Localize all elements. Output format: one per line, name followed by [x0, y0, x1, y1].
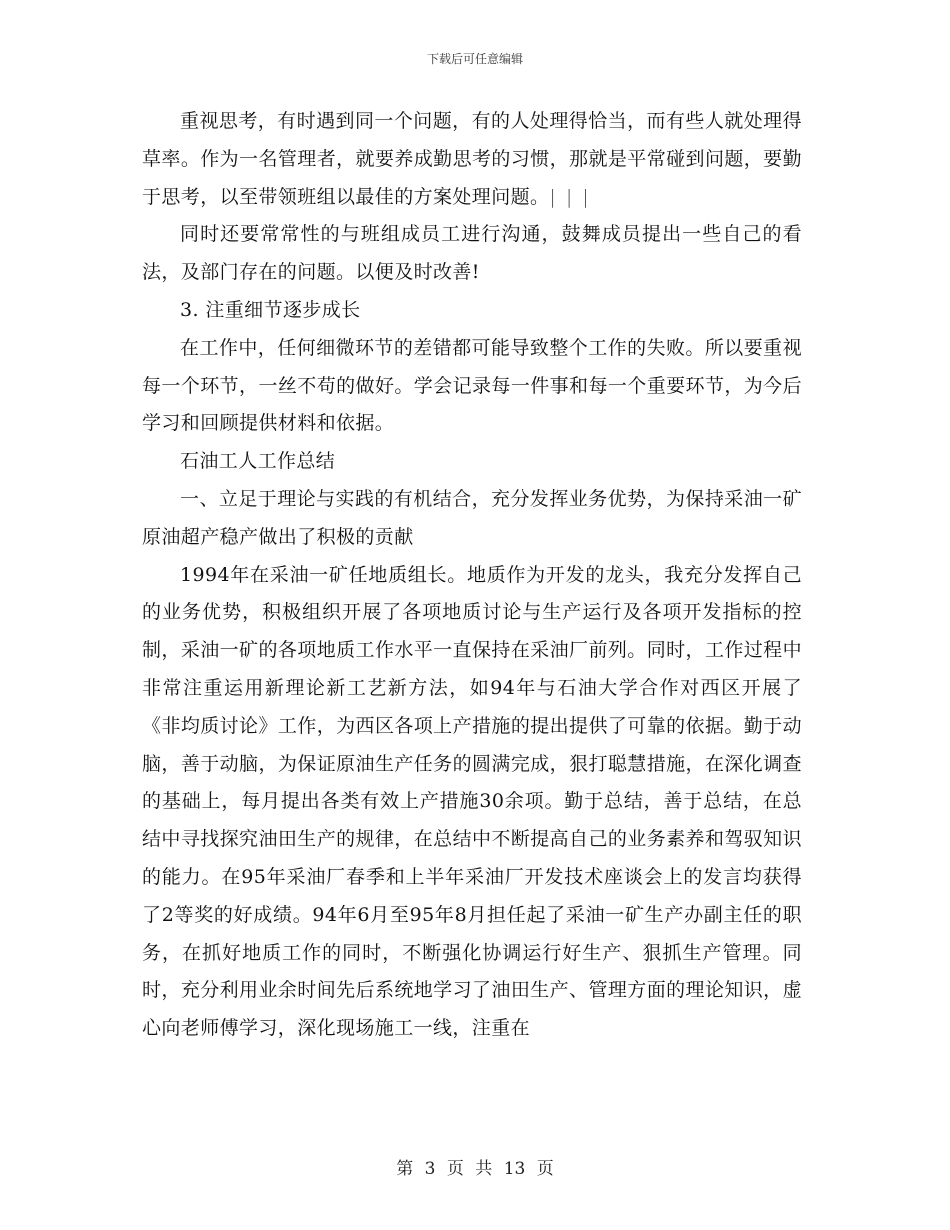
section-heading-one: 一、立足于理论与实践的有机结合，充分发挥业务优势，为保持采油一矿原油超产稳产做出了积极的贡献 [142, 487, 802, 548]
paragraph-communication: 同时还要常常性的与班组成员工进行沟通，鼓舞成员提出一些自己的看法，及部门存在的问题。以便及时改善! [142, 223, 802, 284]
paragraph-1994: 1994年在采油一矿任地质组长。地质作为开发的龙头，我充分发挥自己的业务优势，积极组织开展了各项地质讨论与生产运行及各项开发指标的控制，采油一矿的各项地质工作水平一直保持在采油厂前列。同时，工作过程中非常注重运用新理论新工艺新方法，如94年与石油大学合作对西区开展了《非均质讨论》工作，为西区各项上产措施的提出提供了可靠的依据。勤于动脑，善于动脑，为保证原油生产任务的圆满完成，狠打聪慧措施，在深化调查的基础上，每月提出各类有效上产措施30余项。勤于总结，善于总结，在总结中寻找探究油田生产的规律，在总结中不断提高自己的业务素养和驾驭知识的能力。在95年采油厂春季和上半年采油厂开发技术座谈会上的发言均获得了2等奖的好成绩。94年6月至95年8月担任起了采油一矿生产办副主任的职务，在抓好地质工作的同时，不断强化协调运行好生产、狠抓生产管理。同时，充分利用业余时间先后系统地学习了油田生产、管理方面的理论知识，虚心向老师傅学习，深化现场施工一线，注重在 [142, 563, 802, 1040]
page-header: 下载后可任意编辑 [426, 52, 523, 66]
paragraph-thinking [142, 103, 802, 216]
page-number-footer: 第 3 页 共 13 页 [396, 1159, 554, 1179]
document-subtitle: 石油工人工作总结 [180, 450, 336, 473]
paragraph-text: 重视思考，有时遇到同一个问题，有的人处理得恰当，而有些人就处理得草率。作为一名管理者，就要养成勤思考的习惯，那就是平常碰到问题，要勤于思考，以至带领班组以最佳的方案处理问题。 [142, 110, 802, 208]
paragraph-details: 在工作中，任何细微环节的差错都可能导致整个工作的失败。所以要重视每一个环节，一丝不苟的做好。学会记录每一件事和每一个重要环节，为今后学习和回顾提供材料和依据。 [142, 336, 802, 435]
section-heading-details: 3. 注重细节逐步成长 [180, 298, 361, 321]
edit-marks: | | | [549, 185, 591, 208]
document-body [142, 103, 802, 1048]
